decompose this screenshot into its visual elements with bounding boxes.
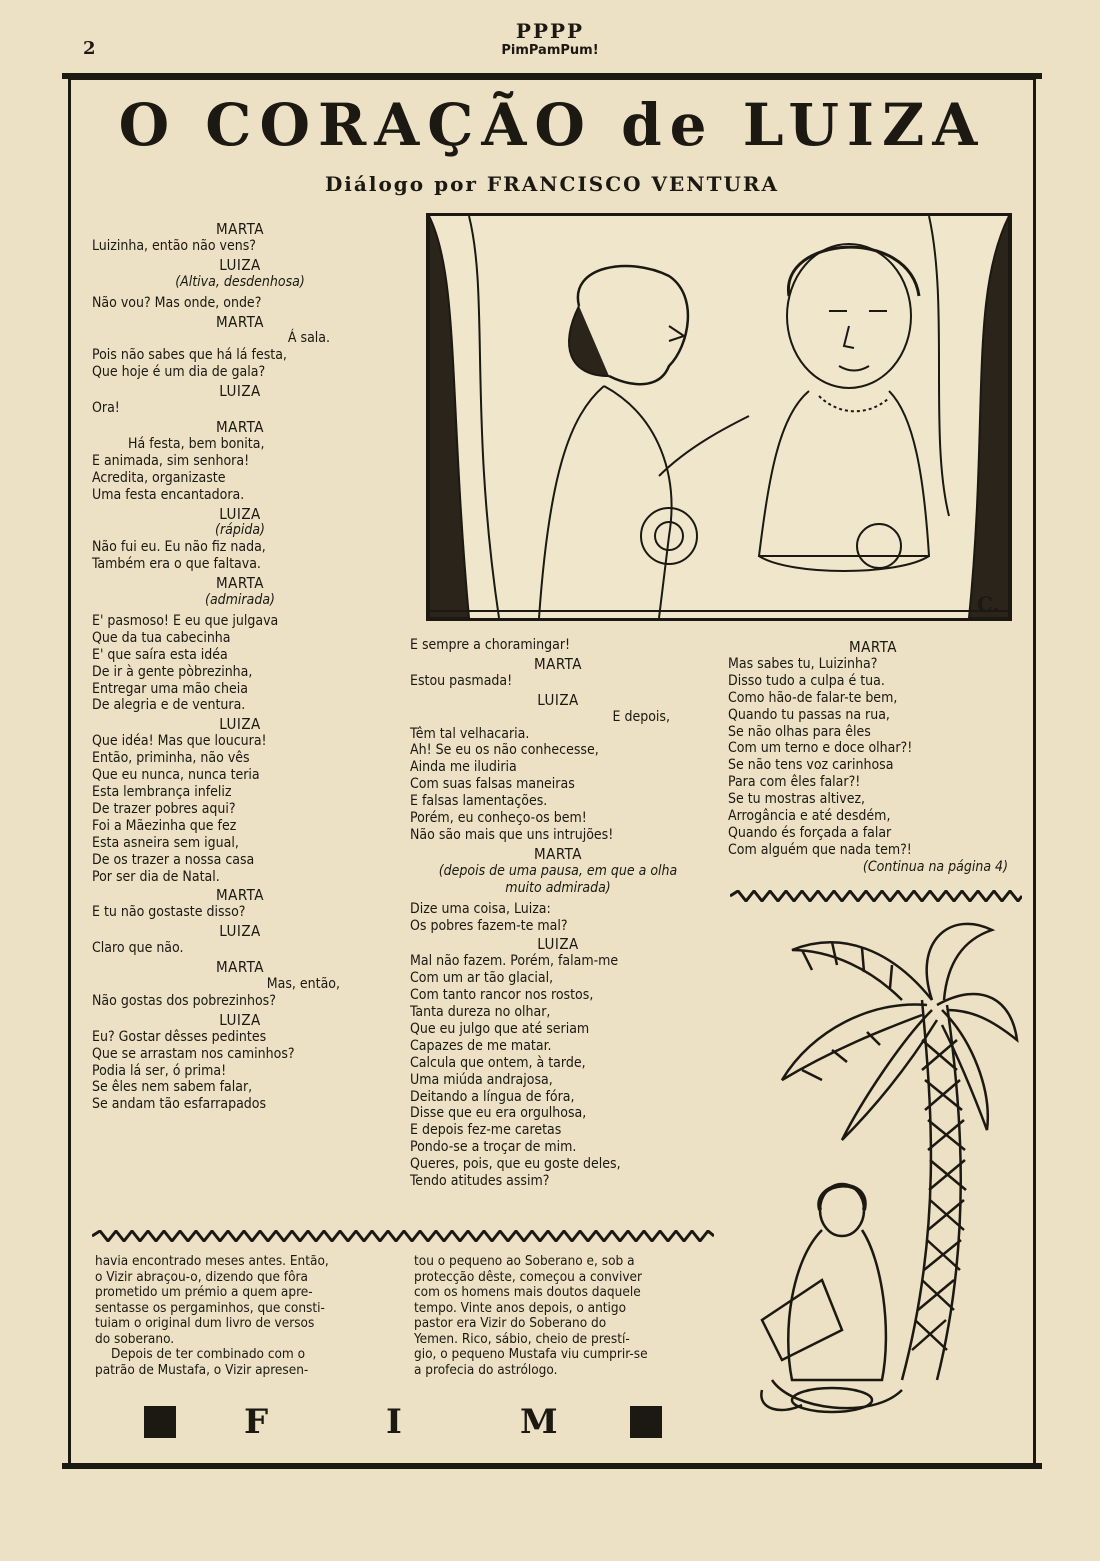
story-line: com os homens mais doutos daquele xyxy=(414,1284,641,1300)
story-line: pastor era Vizir do Soberano do xyxy=(414,1315,607,1331)
dialogue-line: Á sala. xyxy=(287,330,330,347)
zigzag-divider xyxy=(92,1230,714,1242)
dialogue-line: Acredita, organizaste xyxy=(92,469,226,486)
speaker-label: MARTA xyxy=(216,886,264,905)
speaker-label: LUIZA xyxy=(537,935,579,954)
dialogue-line: Não gostas dos pobrezinhos? xyxy=(92,992,276,1009)
dialogue-line: Deitando a língua de fóra, xyxy=(410,1088,575,1105)
fim-block xyxy=(144,1406,176,1438)
dialogue-line: Calcula que ontem, à tarde, xyxy=(410,1054,586,1071)
page-number: 2 xyxy=(83,38,96,59)
story-line: do soberano. xyxy=(95,1330,175,1347)
story-line: havia encontrado meses antes. Então, xyxy=(95,1253,329,1269)
dialogue-line: Eu? Gostar dêsses pedintes xyxy=(92,1028,267,1045)
dialogue-line: E depois fez-me caretas xyxy=(410,1122,562,1139)
dialogue-line: Não vou? Mas onde, onde? xyxy=(92,294,262,311)
dialogue-line: E sempre a choramingar! xyxy=(410,637,571,653)
speaker-label: MARTA xyxy=(216,312,264,331)
story-line: o Vizir abraçou-o, dizendo que fôra xyxy=(95,1268,308,1285)
speaker-label: MARTA xyxy=(216,574,264,593)
zigzag-divider xyxy=(730,890,1022,902)
dialogue-line: Que eu nunca, nunca teria xyxy=(92,767,260,784)
speaker-label: MARTA xyxy=(216,220,264,238)
speaker-label: MARTA xyxy=(216,417,264,436)
dialogue-line: Mas sabes tu, Luizinha? xyxy=(728,655,878,672)
dialogue-line: Quando és forçada a falar xyxy=(728,824,892,841)
masthead-logo xyxy=(490,20,610,58)
dialogue-line: Então, priminha, não vês xyxy=(92,750,250,767)
dialogue-line: Que hoje é um dia de gala? xyxy=(92,364,266,381)
story-line: tuiam o original dum livro de versos xyxy=(95,1315,315,1331)
speaker-label: LUIZA xyxy=(219,504,261,523)
dialogue-line: Pois não sabes que há lá festa, xyxy=(92,347,287,364)
story-line: prometido um prémio a quem apre- xyxy=(95,1284,313,1300)
dialogue-line: Disse que eu era orgulhosa, xyxy=(410,1105,587,1122)
dialogue-line: De ir à gente pòbrezinha, xyxy=(92,663,253,680)
story-line: tou o pequeno ao Soberano e, sob a xyxy=(414,1253,635,1269)
dialogue-line: Pondo-se a troçar de mim. xyxy=(410,1139,577,1156)
dialogue-line: De os trazer a nossa casa xyxy=(92,851,255,868)
dialogue-line: E animada, sim senhora! xyxy=(92,452,250,469)
dialogue-column-1 xyxy=(92,219,388,1113)
dialogue-column-2 xyxy=(410,637,706,1190)
dialogue-line: Ora! xyxy=(92,400,120,417)
dialogue-line: Se andam tão esfarrapados xyxy=(92,1096,267,1113)
story-column-2 xyxy=(414,1254,710,1378)
dialogue-line: Com tanto rancor nos rostos, xyxy=(410,987,594,1004)
dialogue-line: Arrogância e até desdém, xyxy=(728,808,891,825)
dialogue-line: Entregar uma mão cheia xyxy=(92,680,248,697)
dialogue-line: E' que saíra esta idéa xyxy=(92,646,228,663)
dialogue-line: Com um terno e doce olhar?! xyxy=(728,740,913,757)
dialogue-line: Com alguém que nada tem?! xyxy=(728,841,912,858)
speaker-label: LUIZA xyxy=(219,382,261,401)
story-line: a profecia do astrólogo. xyxy=(414,1361,558,1378)
dialogue-line: Queres, pois, que eu goste deles, xyxy=(410,1156,621,1173)
dialogue-line: Quando tu passas na rua, xyxy=(728,706,890,723)
continued-note: (Continua na página 4) xyxy=(862,858,1008,875)
dialogue-line: E falsas lamentações. xyxy=(410,793,548,810)
speaker-label: MARTA xyxy=(534,654,582,673)
speaker-label: LUIZA xyxy=(537,690,579,709)
frame-bottom-rule xyxy=(62,1463,1042,1469)
dialogue-line: Esta asneira sem igual, xyxy=(92,834,239,851)
dialogue-line: Têm tal velhacaria. xyxy=(410,725,530,742)
svg-text:PPPP: PPPP xyxy=(515,20,585,43)
dialogue-line: Tendo atitudes assim? xyxy=(410,1173,550,1190)
stage-direction: muito admirada) xyxy=(505,879,611,896)
story-line: patrão de Mustafa, o Vizir apresen- xyxy=(95,1361,309,1378)
illustration-art xyxy=(429,216,1009,618)
dialogue-line: Podia lá ser, ó prima! xyxy=(92,1062,227,1079)
dialogue-line: Com um ar tão glacial, xyxy=(410,970,554,987)
fim-block xyxy=(630,1406,662,1438)
dialogue-line: E tu não gostaste disso? xyxy=(92,904,246,921)
dialogue-line: De trazer pobres aqui? xyxy=(92,800,236,817)
illustration-two-girls xyxy=(426,213,1012,621)
dialogue-line: Se não tens voz carinhosa xyxy=(728,757,894,774)
dialogue-line: Capazes de me matar. xyxy=(410,1037,552,1054)
story-line: Depois de ter combinado com o xyxy=(111,1346,306,1362)
dialogue-line: Os pobres fazem-te mal? xyxy=(410,917,568,934)
dialogue-column-3 xyxy=(728,637,1018,876)
fim-banner xyxy=(144,1402,664,1442)
dialogue-line: Não são mais que uns intrujões! xyxy=(410,826,614,843)
dialogue-line: Claro que não. xyxy=(92,940,184,957)
speaker-label: LUIZA xyxy=(219,255,261,274)
dialogue-line: Porém, eu conheço-os bem! xyxy=(410,810,587,827)
dialogue-line: Se tu mostras altivez, xyxy=(728,791,866,808)
fim-letter: I xyxy=(386,1402,402,1442)
dialogue-line: Que se arrastam nos caminhos? xyxy=(92,1045,295,1062)
dialogue-line: Esta lembrança infeliz xyxy=(92,784,232,800)
dialogue-line: Foi a Mãezinha que fez xyxy=(92,817,237,834)
dialogue-line: Uma festa encantadora. xyxy=(92,486,245,503)
palm-tree-art xyxy=(732,910,1022,1450)
dialogue-line: Disso tudo a culpa é tua. xyxy=(728,672,885,689)
speaker-label: MARTA xyxy=(849,638,897,656)
story-line: sentasse os pergaminhos, que consti- xyxy=(95,1299,325,1316)
article-subtitle: Diálogo por FRANCISCO VENTURA xyxy=(324,172,780,196)
dialogue-line: Ah! Se eu os não conhecesse, xyxy=(410,742,599,759)
dialogue-line: Que idéa! Mas que loucura! xyxy=(92,733,267,750)
speaker-label: LUIZA xyxy=(219,1010,261,1029)
dialogue-line: Por ser dia de Natal. xyxy=(92,868,220,885)
dialogue-line: Luizinha, então não vens? xyxy=(92,237,256,254)
dialogue-line: Se êles nem sabem falar, xyxy=(92,1079,253,1096)
dialogue-line: Como hão-de falar-te bem, xyxy=(728,689,898,706)
speaker-label: LUIZA xyxy=(219,715,261,734)
svg-text:PimPamPum!: PimPamPum! xyxy=(501,43,599,58)
dialogue-line: Há festa, bem bonita, xyxy=(128,435,265,452)
stage-direction: (depois de uma pausa, em que a olha xyxy=(438,862,678,879)
speaker-label: MARTA xyxy=(534,844,582,863)
dialogue-line: Não fui eu. Eu não fiz nada, xyxy=(92,539,266,556)
story-line: protecção dêste, começou a conviver xyxy=(414,1268,643,1285)
dialogue-line: E depois, xyxy=(612,708,670,725)
fim-letter: M xyxy=(520,1402,558,1442)
dialogue-line: Mal não fazem. Porém, falam-me xyxy=(410,953,619,970)
stage-direction: (Altiva, desdenhosa) xyxy=(175,273,305,290)
story-line: tempo. Vinte anos depois, o antigo xyxy=(414,1299,627,1316)
dialogue-line: Estou pasmada! xyxy=(410,672,513,689)
story-line: Yemen. Rico, sábio, cheio de prestí- xyxy=(414,1330,630,1347)
article-title: O CORAÇÃO de LUIZA xyxy=(118,91,986,159)
speaker-label: MARTA xyxy=(216,958,264,977)
illustrator-signature: C. xyxy=(977,592,1000,616)
dialogue-line: Mas, então, xyxy=(266,975,340,992)
dialogue-line: E' pasmoso! E eu que julgava xyxy=(92,612,279,629)
dialogue-line: Se não olhas para êles xyxy=(728,723,871,740)
stage-direction: (rápida) xyxy=(215,522,265,539)
dialogue-line: Uma miúda andrajosa, xyxy=(410,1071,553,1088)
dialogue-line: Dize uma coisa, Luiza: xyxy=(410,900,551,917)
illustration-palm-tree xyxy=(732,910,1022,1450)
speaker-label: LUIZA xyxy=(219,922,261,941)
fim-letter: F xyxy=(244,1402,269,1442)
dialogue-line: Para com êles falar?! xyxy=(728,774,861,791)
dialogue-line: De alegria e de ventura. xyxy=(92,697,246,714)
dialogue-line: Também era o que faltava. xyxy=(92,556,261,573)
masthead-logo-art xyxy=(490,20,610,58)
story-line: gio, o pequeno Mustafa viu cumprir-se xyxy=(414,1346,648,1362)
stage-direction: (admirada) xyxy=(205,592,275,609)
story-column-1 xyxy=(95,1254,391,1378)
dialogue-line: Ainda me iludiria xyxy=(410,759,517,776)
dialogue-line: Com suas falsas maneiras xyxy=(410,776,575,793)
dialogue-line: Tanta dureza no olhar, xyxy=(410,1004,551,1021)
dialogue-line: Que da tua cabecinha xyxy=(92,629,231,646)
dialogue-line: Que eu julgo que até seriam xyxy=(410,1020,590,1037)
